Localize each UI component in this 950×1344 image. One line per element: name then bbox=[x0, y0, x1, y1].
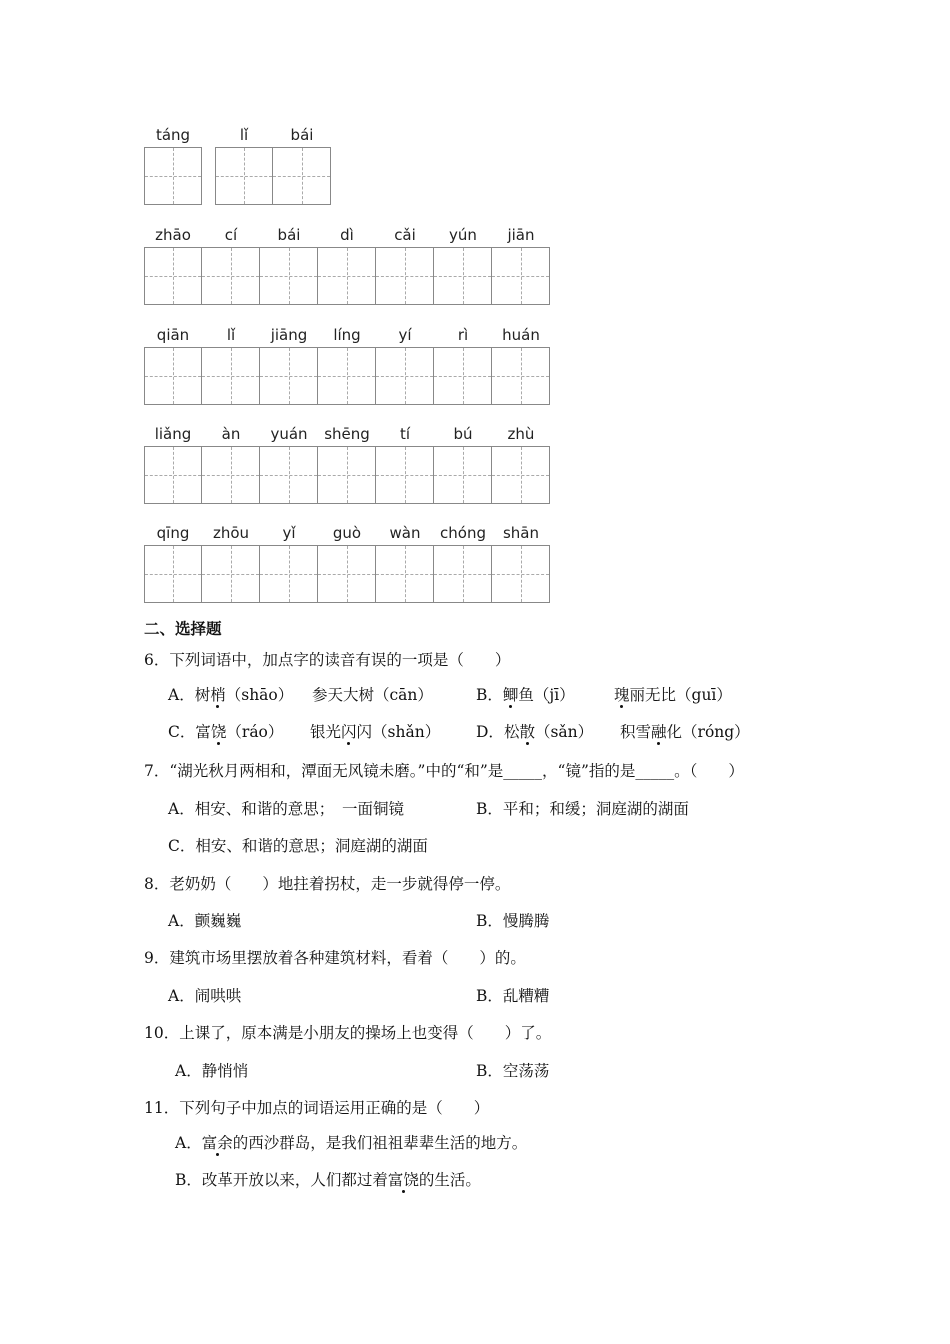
question-6-stem: 6．下列词语中，加点字的读音有误的一项是（ ） bbox=[144, 651, 511, 669]
q6-option-b1: B．鲫鱼（jī） bbox=[476, 686, 575, 704]
pinyin-label: lǐ bbox=[239, 126, 249, 144]
char-writing-box[interactable] bbox=[434, 347, 492, 405]
pinyin-label: jiāng bbox=[270, 326, 308, 344]
char-writing-box[interactable] bbox=[376, 446, 434, 504]
pinyin-label: bái bbox=[290, 126, 314, 144]
pinyin-label: yǐ bbox=[282, 524, 296, 542]
pinyin-label: chóng bbox=[440, 524, 486, 542]
pinyin-label: zhù bbox=[507, 425, 535, 443]
char-writing-box[interactable] bbox=[144, 147, 202, 205]
q6-option-d1: D．松散（sǎn） bbox=[476, 723, 594, 741]
pinyin-label: zhāo bbox=[155, 226, 191, 244]
char-box-group bbox=[144, 147, 202, 205]
pinyin-label: cí bbox=[224, 226, 238, 244]
char-writing-box[interactable] bbox=[318, 247, 376, 305]
q10-option-b: B．空荡荡 bbox=[476, 1062, 550, 1080]
char-box-group bbox=[144, 247, 550, 305]
char-writing-box[interactable] bbox=[202, 247, 260, 305]
char-writing-box[interactable] bbox=[144, 347, 202, 405]
pinyin-label: yuán bbox=[270, 425, 308, 443]
char-writing-box[interactable] bbox=[202, 347, 260, 405]
q10-option-a: A．静悄悄 bbox=[175, 1062, 249, 1080]
q6-option-d2: 积雪融化（róng） bbox=[620, 723, 750, 741]
pinyin-label: zhōu bbox=[212, 524, 250, 542]
char-writing-box[interactable] bbox=[492, 545, 550, 603]
char-writing-box[interactable] bbox=[376, 545, 434, 603]
q8-option-a: A．颤巍巍 bbox=[168, 912, 242, 930]
q9-option-b: B．乱糟糟 bbox=[476, 987, 550, 1005]
question-9-stem: 9．建筑市场里摆放着各种建筑材料，看着（ ）的。 bbox=[144, 949, 526, 967]
pinyin-label: shān bbox=[502, 524, 540, 542]
pinyin-label: bú bbox=[453, 425, 473, 443]
q6-option-c1: C．富饶（ráo） bbox=[168, 723, 284, 741]
char-writing-box[interactable] bbox=[492, 347, 550, 405]
pinyin-label: jiān bbox=[507, 226, 535, 244]
char-writing-box[interactable] bbox=[144, 545, 202, 603]
char-writing-box[interactable] bbox=[202, 545, 260, 603]
pinyin-label: tí bbox=[399, 425, 411, 443]
char-writing-box[interactable] bbox=[215, 147, 273, 205]
pinyin-label: yí bbox=[398, 326, 412, 344]
section-title: 二、选择题 bbox=[144, 620, 222, 638]
char-writing-box[interactable] bbox=[260, 545, 318, 603]
question-11-stem: 11．下列句子中加点的词语运用正确的是（ ） bbox=[144, 1099, 490, 1117]
pinyin-label: guò bbox=[332, 524, 362, 542]
q6-option-a2: 参天大树（cān） bbox=[312, 686, 433, 704]
char-writing-box[interactable] bbox=[260, 247, 318, 305]
pinyin-label: wàn bbox=[389, 524, 421, 542]
pinyin-label: lǐ bbox=[226, 326, 236, 344]
char-writing-box[interactable] bbox=[376, 347, 434, 405]
char-writing-box[interactable] bbox=[492, 446, 550, 504]
question-8-stem: 8．老奶奶（ ）地拄着拐杖，走一步就得停一停。 bbox=[144, 875, 511, 893]
char-writing-box[interactable] bbox=[434, 247, 492, 305]
q6-option-b2: 瑰丽无比（guī） bbox=[614, 686, 732, 704]
pinyin-label: rì bbox=[457, 326, 469, 344]
pinyin-label: huán bbox=[502, 326, 540, 344]
char-writing-box[interactable] bbox=[202, 446, 260, 504]
pinyin-label: qīng bbox=[156, 524, 190, 542]
q8-option-b: B．慢腾腾 bbox=[476, 912, 550, 930]
q7-option-b: B．平和；和缓；洞庭湖的湖面 bbox=[476, 800, 689, 818]
pinyin-label: bái bbox=[277, 226, 301, 244]
char-box-group bbox=[144, 545, 550, 603]
pinyin-label: qiān bbox=[156, 326, 190, 344]
char-box-group bbox=[215, 147, 331, 205]
char-writing-box[interactable] bbox=[434, 446, 492, 504]
char-writing-box[interactable] bbox=[273, 147, 331, 205]
q7-option-a: A．相安、和谐的意思； 一面铜镜 bbox=[168, 800, 404, 818]
char-writing-box[interactable] bbox=[144, 446, 202, 504]
char-writing-box[interactable] bbox=[318, 545, 376, 603]
char-writing-box[interactable] bbox=[492, 247, 550, 305]
q9-option-a: A．闹哄哄 bbox=[168, 987, 242, 1005]
pinyin-label: líng bbox=[333, 326, 361, 344]
char-writing-box[interactable] bbox=[318, 347, 376, 405]
pinyin-label: táng bbox=[155, 126, 191, 144]
question-7-stem: 7．“湖光秋月两相和，潭面无风镜未磨。”中的“和”是_____，“镜”指的是_____。（ ） bbox=[144, 762, 744, 780]
pinyin-label: shēng bbox=[324, 425, 370, 443]
char-box-group bbox=[144, 347, 550, 405]
char-writing-box[interactable] bbox=[260, 446, 318, 504]
pinyin-label: liǎng bbox=[154, 425, 192, 443]
char-box-group bbox=[144, 446, 550, 504]
char-writing-box[interactable] bbox=[144, 247, 202, 305]
char-writing-box[interactable] bbox=[318, 446, 376, 504]
question-10-stem: 10．上课了，原本满是小朋友的操场上也变得（ ）了。 bbox=[144, 1024, 552, 1042]
char-writing-box[interactable] bbox=[260, 347, 318, 405]
pinyin-label: yún bbox=[449, 226, 477, 244]
q11-option-a: A．富余的西沙群岛，是我们祖祖辈辈生活的地方。 bbox=[175, 1134, 528, 1152]
q6-option-c2: 银光闪闪（shǎn） bbox=[310, 723, 441, 741]
q11-option-b: B．改革开放以来，人们都过着富饶的生活。 bbox=[175, 1171, 481, 1189]
pinyin-label: àn bbox=[221, 425, 241, 443]
char-writing-box[interactable] bbox=[376, 247, 434, 305]
q6-option-a1: A．树梢（shāo） bbox=[168, 686, 294, 704]
pinyin-label: dì bbox=[340, 226, 354, 244]
char-writing-box[interactable] bbox=[434, 545, 492, 603]
q7-option-c: C．相安、和谐的意思；洞庭湖的湖面 bbox=[168, 837, 428, 855]
pinyin-label: cǎi bbox=[394, 226, 416, 244]
